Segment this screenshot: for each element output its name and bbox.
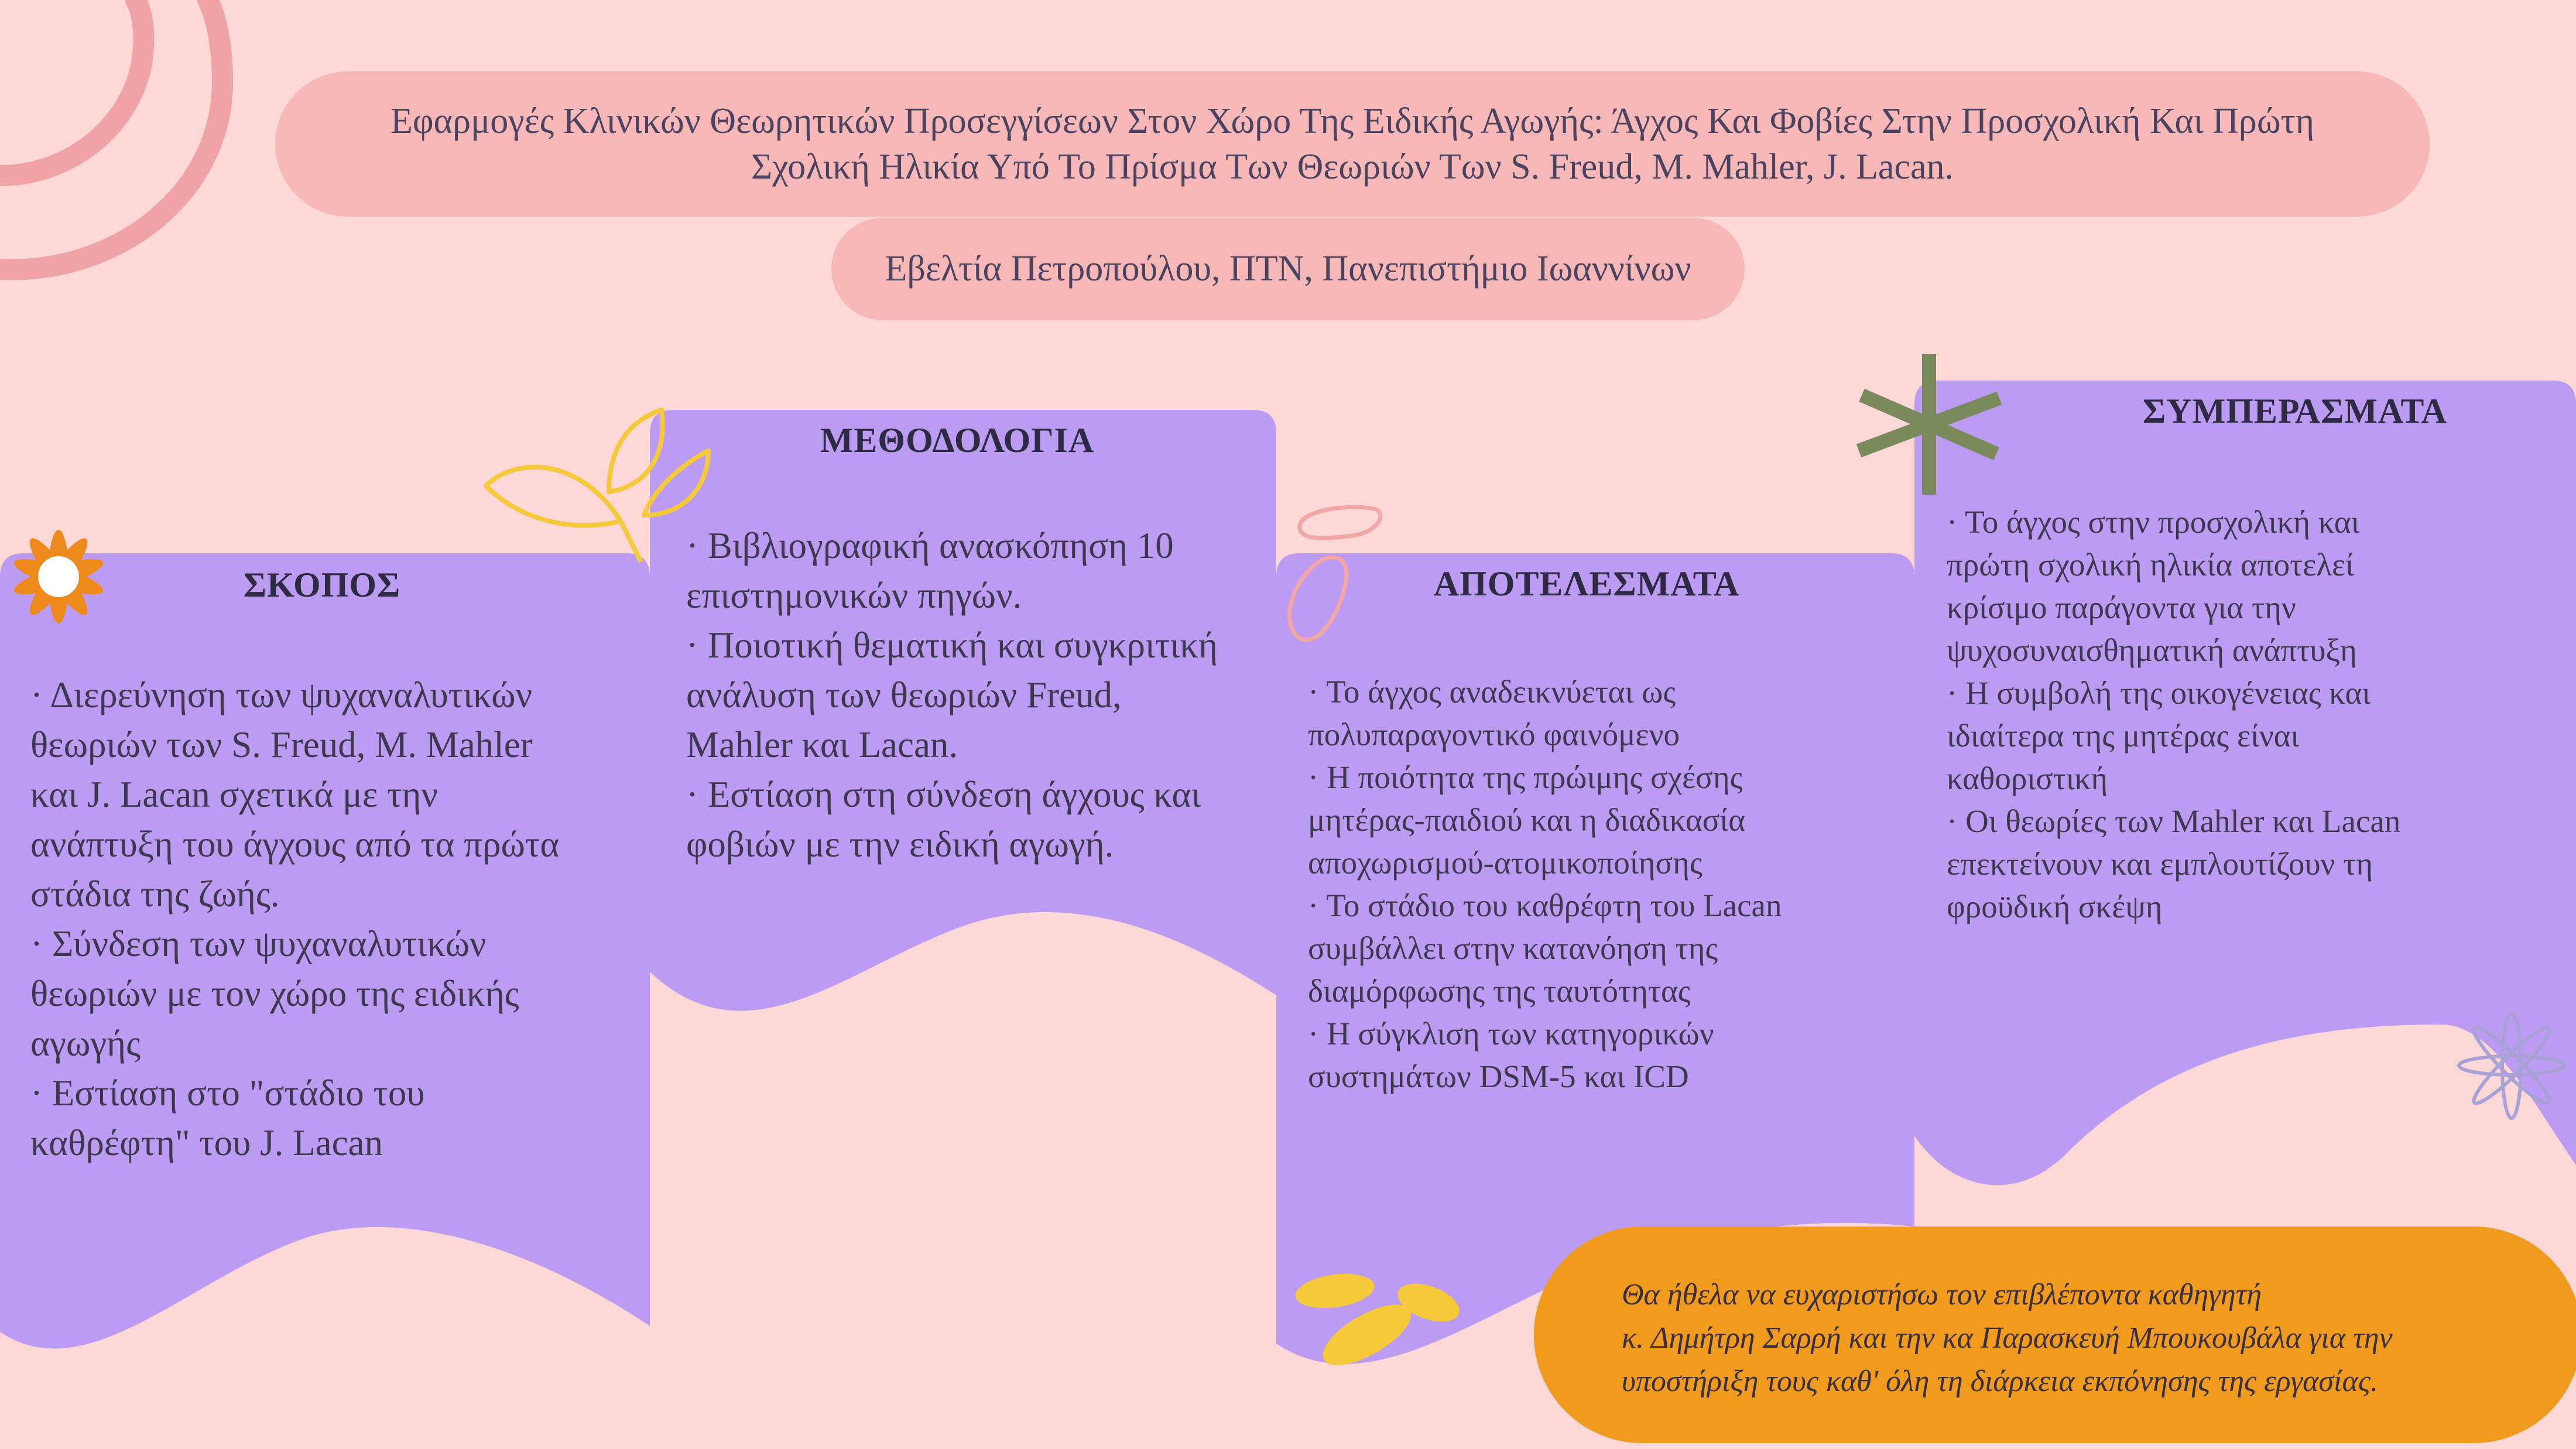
poster-title: Εφαρμογές Κλινικών Θεωρητικών Προσεγγίσεων Στον Χώρο Της Ειδικής Αγωγής: Άγχος Και Φοβίες Στην Προσχολική Και Πρώτη Σχολική Ηλικία Υπό Το Πρίσμα Των Θεωριών Των S. Freud, M. Mahler, J. Lacan. xyxy=(275,71,2430,217)
panel-aim-heading: ΣΚΟΠΟΣ xyxy=(243,566,401,604)
acknowledgement-box xyxy=(1534,1227,2576,1443)
panel-methodology-heading: ΜΕΘΟΔΟΛΟΓΙΑ xyxy=(820,421,1095,460)
panel-methodology-body: · Βιβλιογραφική ανασκόπηση 10 επιστημονικών πηγών. · Ποιοτική θεματική και συγκριτική ανάλυση των θεωριών Freud, Mahler και Lacan. · Εστίαση στη σύνδεση άγχους και φοβιών με την ειδική αγωγή. xyxy=(686,525,1218,865)
author-line: Εβελτία Πετροπούλου, ΠΤΝ, Πανεπιστήμιο Ιωαννίνων xyxy=(831,218,1745,320)
panel-aim xyxy=(0,553,650,1402)
leaf-outline-icon xyxy=(474,404,714,568)
panel-conclusions-body: · Το άγχος στην προσχολική και πρώτη σχολική ηλικία αποτελεί κρίσιμο παράγοντα για την ψυχοσυναισθηματική ανάπτυξη · Η συμβολή της οικογένειας και ιδιαίτερα της μητέρας είναι καθοριστική · Οι θεωρίες των Mahler και Lacan επεκτείνουν και εμπλουτίζουν τη φροϋδική σκέψη xyxy=(1947,504,2401,924)
panel-conclusions-heading: ΣΥΜΠΕΡΑΣΜΑΤΑ xyxy=(2143,392,2447,430)
arc-decoration xyxy=(0,0,246,304)
panel-results-heading: ΑΠΟΤΕΛΕΣΜΑΤΑ xyxy=(1433,564,1740,603)
panel-aim-body: · Διερεύνηση των ψυχαναλυτικών θεωριών των S. Freud, M. Mahler και J. Lacan σχετικά με την ανάπτυξη του άγχους από τα πρώτα στάδια της ζωής. · Σύνδεση των ψυχαναλυτικών θεωριών με τον χώρο της ειδικής αγωγής · Εστίαση στο "στάδιο του καθρέφτη" του J. Lacan xyxy=(30,674,560,1163)
star-burst-icon xyxy=(1844,348,2014,501)
flower-icon xyxy=(0,498,129,650)
acknowledgement-text: Θα ήθελα να ευχαριστήσω τον επιβλέποντα καθηγητή κ. Δημήτρη Σαρρή και την κα Παρασκευή Μπουκουβάλα για την υποστήριξη τους καθ' όλη τη διάρκεια εκπόνησης της εργασίας. xyxy=(1622,1278,2393,1398)
panel-methodology xyxy=(650,410,1276,1054)
panel-results-body: · Το άγχος αναδεικνύεται ως πολυπαραγοντικό φαινόμενο · Η ποιότητα της πρώιμης σχέσης μητέρας-παιδιού και η διαδικασία αποχωρισμού-ατομικοποίησης · Το στάδιο του καθρέφτη του Lacan συμβάλλει στην κατανόηση της διαμόρφωσης της ταυτότητας · Η σύγκλιση των κατηγορικών συστημάτων DSM-5 και ICD xyxy=(1308,674,1782,1094)
outline-flower-icon xyxy=(2441,989,2576,1142)
yellow-blob-icon xyxy=(1294,1265,1464,1364)
blob-outline-icon xyxy=(1276,492,1388,656)
